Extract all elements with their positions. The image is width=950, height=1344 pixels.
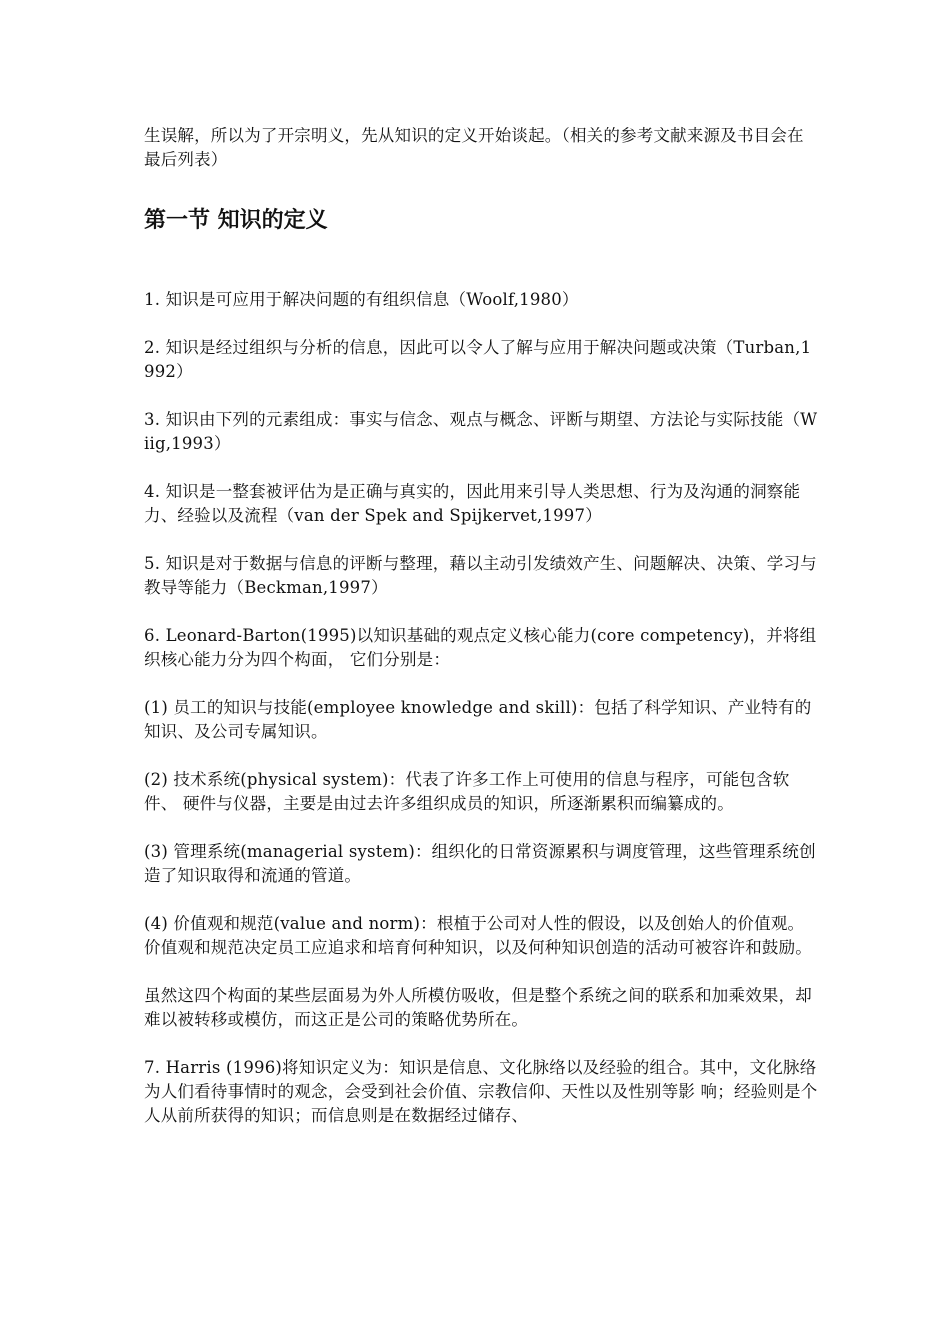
definition-item-5: 5. 知识是对于数据与信息的评断与整理，藉以主动引发绩效产生、问题解决、决策、学习与教导等能力（Beckman,1997） bbox=[144, 554, 817, 597]
definition-item-7: 7. Harris (1996)将知识定义为：知识是信息、文化脉络以及经验的组合。其中，文化脉络为人们看待事情时的观念，会受到社会价值、宗教信仰、天性以及性别等影 响；经验则是个人从前所获得的知识；而信息则是在数据经过储存、 bbox=[144, 1058, 818, 1125]
competency-item-1: (1) 员工的知识与技能(employee knowledge and skill)：包括了科学知识、产业特有的知识、及公司专属知识。 bbox=[144, 698, 812, 741]
definition-item-4: 4. 知识是一整套被评估为是正确与真实的，因此用来引导人类思想、行为及沟通的洞察能力、经验以及流程（van der Spek and Spijkervet,1997） bbox=[144, 482, 801, 525]
definition-item-6: 6. Leonard-Barton(1995)以知识基础的观点定义核心能力(core competency)，并将组织核心能力分为四个构面， 它们分别是： bbox=[144, 626, 817, 669]
summary-paragraph: 虽然这四个构面的某些层面易为外人所模仿吸收，但是整个系统之间的联系和加乘效果，却难以被转移或模仿，而这正是公司的策略优势所在。 bbox=[144, 986, 812, 1029]
competency-item-2: (2) 技术系统(physical system)：代表了许多工作上可使用的信息与程序，可能包含软件、 硬件与仪器，主要是由过去许多组织成员的知识，所逐渐累积而编纂成的。 bbox=[144, 770, 790, 813]
definition-item-1: 1. 知识是可应用于解决问题的有组织信息（Woolf,1980） bbox=[144, 290, 579, 309]
document-page bbox=[144, 124, 818, 1128]
definition-item-3: 3. 知识由下列的元素组成：事实与信念、观点与概念、评断与期望、方法论与实际技能（Wiig,1993） bbox=[144, 410, 818, 453]
section-title: 第一节 知识的定义 bbox=[144, 208, 328, 233]
intro-paragraph: 生误解，所以为了开宗明义，先从知识的定义开始谈起。（相关的参考文献来源及书目会在最后列表） bbox=[144, 126, 804, 169]
definition-item-2: 2. 知识是经过组织与分析的信息，因此可以令人了解与应用于解决问题或决策（Turban,1992） bbox=[144, 338, 812, 381]
competency-item-3: (3) 管理系统(managerial system)：组织化的日常资源累积与调度管理，这些管理系统创造了知识取得和流通的管道。 bbox=[144, 842, 816, 885]
competency-item-4: (4) 价值观和规范(value and norm)：根植于公司对人性的假设，以及创始人的价值观。价值观和规范决定员工应追求和培育何种知识，以及何种知识创造的活动可被容许和鼓励。 bbox=[144, 914, 812, 957]
